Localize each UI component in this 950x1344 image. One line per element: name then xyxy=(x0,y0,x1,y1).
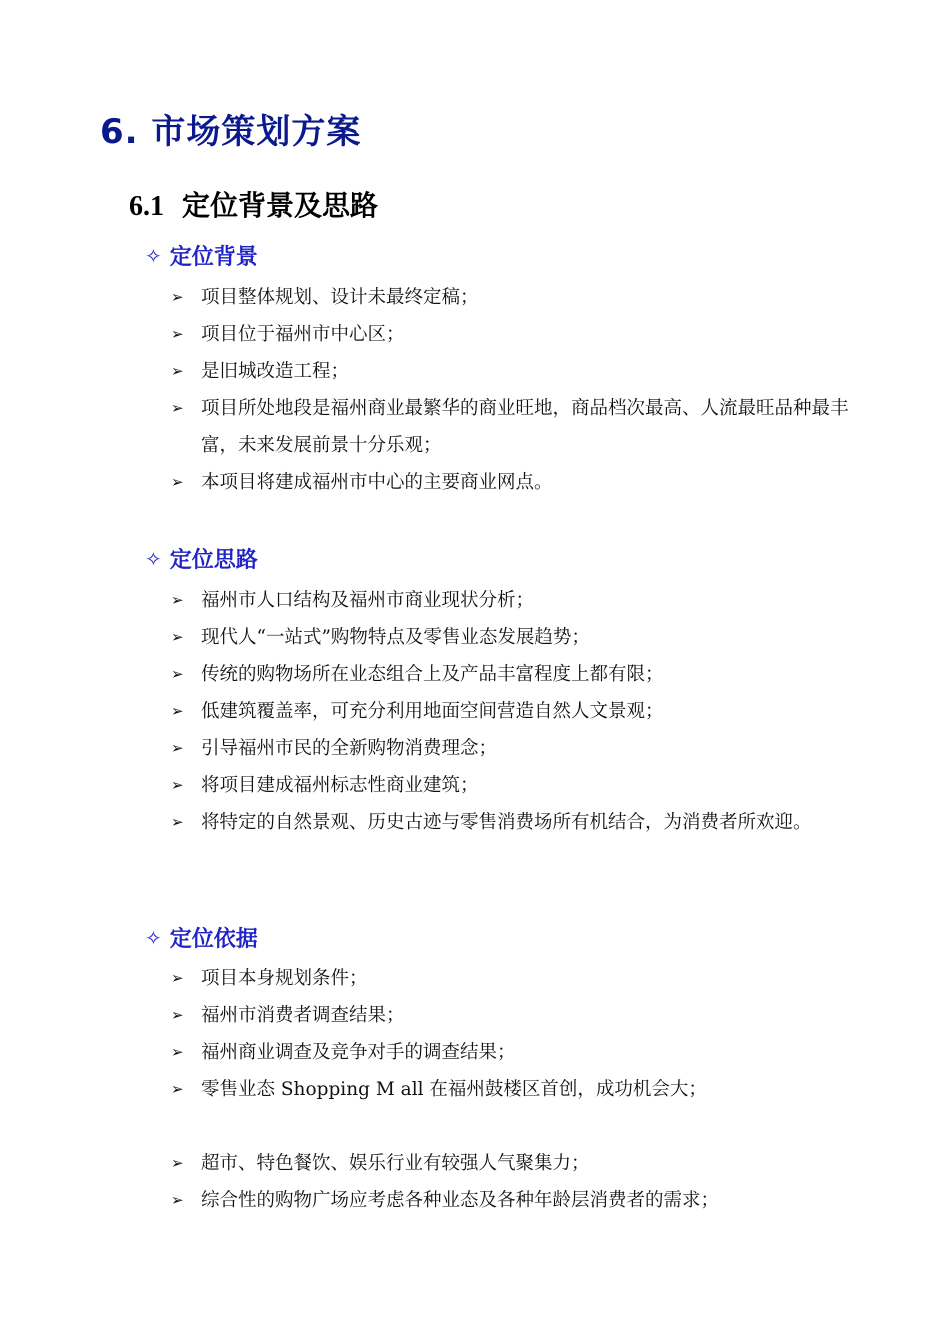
list-item: ➢ 项目所处地段是福州商业最繁华的商业旺地，商品档次最高、人流最旺品种最丰富，未来发展前景十分乐观； xyxy=(171,390,861,464)
list-item: ➢ 综合性的购物广场应考虑各种业态及各种年龄层消费者的需求； xyxy=(171,1182,861,1219)
subsection-heading-approach xyxy=(145,543,258,574)
arrow-bullet-icon: ➢ xyxy=(171,813,184,831)
list-item: ➢ 传统的购物场所在业态组合上及产品丰富程度上都有限； xyxy=(171,656,861,693)
arrow-bullet-icon: ➢ xyxy=(171,969,184,987)
arrow-bullet-icon: ➢ xyxy=(171,325,184,343)
bullet-list-approach xyxy=(171,582,861,841)
list-item: ➢ 福州商业调查及竞争对手的调查结果； xyxy=(171,1034,861,1071)
list-item: ➢ 将特定的自然景观、历史古迹与零售消费场所有机结合，为消费者所欢迎。 xyxy=(171,804,861,841)
subsection-heading-basis xyxy=(145,922,258,953)
list-item: ➢ 超市、特色餐饮、娱乐行业有较强人气聚集力； xyxy=(171,1145,861,1182)
arrow-bullet-icon: ➢ xyxy=(171,1191,184,1209)
section-number: 6.1 xyxy=(129,191,164,222)
bullet-list-background xyxy=(171,279,861,501)
diamond-star-icon: ✧ xyxy=(145,243,162,268)
list-item: ➢ 本项目将建成福州市中心的主要商业网点。 xyxy=(171,464,861,501)
arrow-bullet-icon: ➢ xyxy=(171,665,184,683)
list-item: ➢ 是旧城改造工程； xyxy=(171,353,861,390)
list-item: ➢ 低建筑覆盖率，可充分利用地面空间营造自然人文景观； xyxy=(171,693,861,730)
subsection-title: 定位背景 xyxy=(169,245,258,270)
arrow-bullet-icon: ➢ xyxy=(171,591,184,609)
section-title: 定位背景及思路 xyxy=(182,189,379,222)
arrow-bullet-icon: ➢ xyxy=(171,1043,184,1061)
arrow-bullet-icon: ➢ xyxy=(171,288,184,306)
diamond-star-icon: ✧ xyxy=(145,546,162,571)
list-item: ➢ 福州市消费者调查结果； xyxy=(171,997,861,1034)
list-item: ➢ 将项目建成福州标志性商业建筑； xyxy=(171,767,861,804)
subsection-title: 定位思路 xyxy=(169,548,258,573)
arrow-bullet-icon: ➢ xyxy=(171,1006,184,1024)
bullet-list-basis xyxy=(171,960,861,1219)
arrow-bullet-icon: ➢ xyxy=(171,1154,184,1172)
arrow-bullet-icon: ➢ xyxy=(171,702,184,720)
arrow-bullet-icon: ➢ xyxy=(171,739,184,757)
subsection-title: 定位依据 xyxy=(169,927,258,952)
list-item: ➢ 现代人“一站式”购物特点及零售业态发展趋势； xyxy=(171,619,861,656)
arrow-bullet-icon: ➢ xyxy=(171,362,184,380)
list-item: ➢ 项目本身规划条件； xyxy=(171,960,861,997)
subsection-heading-background xyxy=(145,240,258,271)
arrow-bullet-icon: ➢ xyxy=(171,399,184,417)
arrow-bullet-icon: ➢ xyxy=(171,1080,184,1098)
list-item: ➢ 项目位于福州市中心区； xyxy=(171,316,861,353)
diamond-star-icon: ✧ xyxy=(145,925,162,950)
arrow-bullet-icon: ➢ xyxy=(171,628,184,646)
section-heading xyxy=(129,184,378,224)
list-item: ➢ 引导福州市民的全新购物消费理念； xyxy=(171,730,861,767)
list-item: ➢ 项目整体规划、设计未最终定稿； xyxy=(171,279,861,316)
arrow-bullet-icon: ➢ xyxy=(171,473,184,491)
list-item: ➢ 福州市人口结构及福州市商业现状分析； xyxy=(171,582,861,619)
list-item: ➢ 零售业态 Shopping M all 在福州鼓楼区首创，成功机会大； xyxy=(171,1071,861,1108)
spacer xyxy=(171,1108,861,1145)
arrow-bullet-icon: ➢ xyxy=(171,776,184,794)
page-title: 6. 市场策划方案 xyxy=(100,112,362,152)
